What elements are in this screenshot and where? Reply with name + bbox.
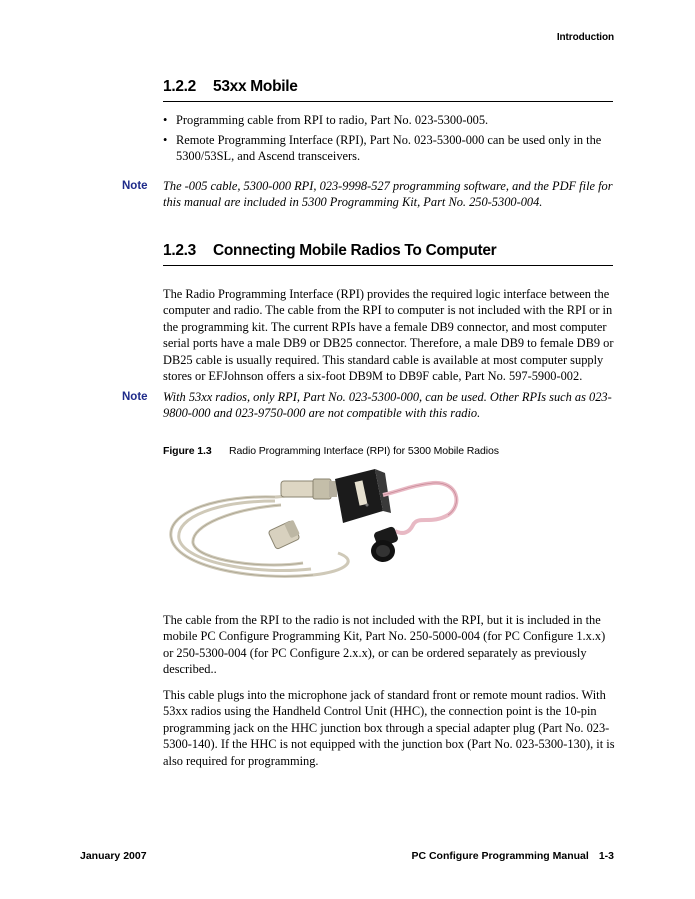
figure-caption bbox=[163, 445, 499, 457]
footer-date: January 2007 bbox=[80, 850, 147, 862]
paragraph: This cable plugs into the microphone jack of standard front or remote mount radios. With 53xx radios using the Handheld Control Unit (HHC), the connection point is the 10-pin programming jack on the HHC junction box through a special adapter plug (Part No. 023-5300-140). If the HHC is not equipped with the junction box (Part No. 023-5300-130), it is also required for programming. bbox=[163, 688, 615, 768]
rpi-box-icon bbox=[335, 469, 391, 523]
list-item: • Remote Programming Interface (RPI), Part No. 023-5300-000 can be used only in the 5300/53SL, and Ascend transceivers. bbox=[163, 133, 602, 163]
section-number: 1.2.2 bbox=[163, 78, 196, 95]
mic-connector-icon bbox=[371, 526, 399, 562]
section-title: Connecting Mobile Radios To Computer bbox=[213, 242, 497, 259]
note-text: The -005 cable, 5300-000 RPI, 023-9998-527 programming software, and the PDF file for this manual are included in 5300 Programming Kit, Part No. 250-5300-004. bbox=[163, 179, 613, 209]
db9-connector-icon bbox=[268, 520, 300, 550]
paragraph: The cable from the RPI to the radio is not included with the RPI, but it is included in the mobile PC Configure Programming Kit, Part No. 250-5000-004 (for PC Configure 1.x.x) or 250-5300-004 (for PC Configure 2.x.x), or can be ordered separately as previously described.. bbox=[163, 613, 606, 677]
rpi-photo bbox=[163, 465, 463, 590]
manual-title: PC Configure Programming Manual bbox=[411, 850, 589, 862]
note-label: Note bbox=[122, 180, 148, 192]
bullet-list bbox=[163, 112, 613, 168]
footer-manual bbox=[411, 850, 614, 862]
running-header: Introduction bbox=[556, 32, 614, 43]
bullet-text: Remote Programming Interface (RPI), Part No. 023-5300-000 can be used only in the 5300/53SL, and Ascend transceivers. bbox=[176, 133, 602, 163]
page-number: 1-3 bbox=[598, 850, 614, 862]
list-item: • Programming cable from RPI to radio, Part No. 023-5300-005. bbox=[163, 113, 489, 127]
bullet-text: Programming cable from RPI to radio, Part No. 023-5300-005. bbox=[176, 113, 489, 127]
note-label: Note bbox=[122, 391, 148, 403]
note-text: With 53xx radios, only RPI, Part No. 023-5300-000, can be used. Other RPIs such as 023-9800-000 and 023-9750-000 are not compatible with this radio. bbox=[163, 390, 612, 420]
figure-number: Figure 1.3 bbox=[163, 445, 212, 457]
section-number: 1.2.3 bbox=[163, 242, 196, 259]
section-title: 53xx Mobile bbox=[213, 78, 298, 95]
section-heading-1-2-3 bbox=[163, 242, 613, 266]
db9-top-connector-icon bbox=[281, 479, 337, 499]
section-heading-1-2-2 bbox=[163, 78, 613, 102]
paragraph: The Radio Programming Interface (RPI) provides the required logic interface between the computer and radio. The cable from the RPI to computer is not included with the RPI or in the programming kit. The current RPIs have a female DB9 connector, and most computer serial ports have a male DB9 or DB25 connector. Therefore, a male DB9 to female DB9 or DB25 cable is usually required. This standard cable is available at most computer supply stores or EFJohnson offers a six-foot DB9M to DB9F cable, Part No. 597-5900-002. bbox=[163, 287, 614, 384]
figure-title: Radio Programming Interface (RPI) for 5300 Mobile Radios bbox=[229, 445, 499, 457]
